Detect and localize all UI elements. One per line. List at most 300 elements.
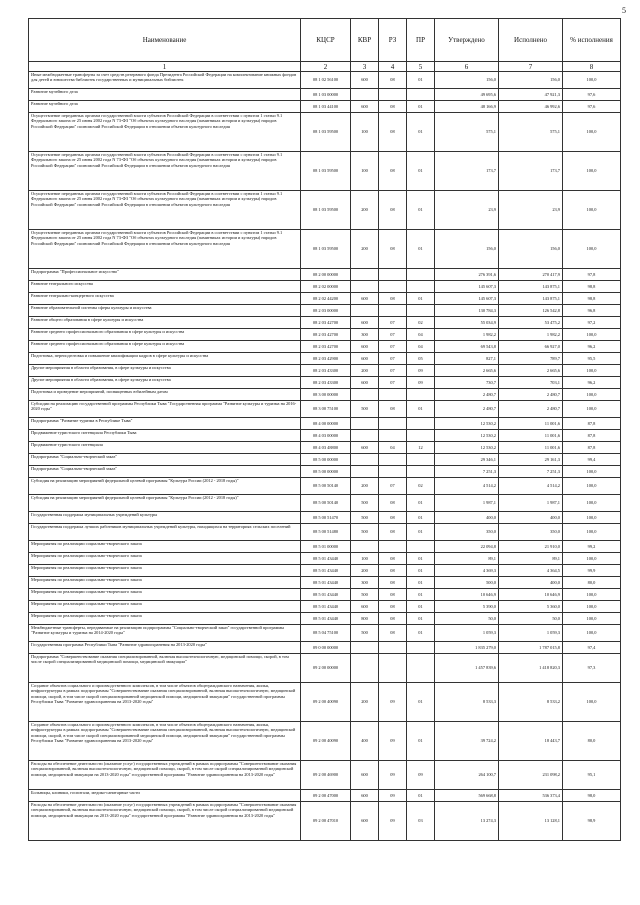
row-rz: 09 — [379, 790, 407, 802]
row-percent: 100,0 — [563, 329, 621, 341]
row-rz — [379, 89, 407, 101]
row-percent: 80,0 — [563, 577, 621, 589]
row-approved: 2 665,6 — [435, 365, 499, 377]
row-approved: 12 530,2 — [435, 418, 499, 430]
row-percent: 97,6 — [563, 89, 621, 101]
row-name: Государственная поддержка лучших работников муниципальных учреждений культуры, находящихся на территориях сельских поселений — [29, 524, 301, 541]
row-kvr — [351, 466, 379, 478]
row-name: Подпрограмма "Социально-творческий заказ" — [29, 454, 301, 466]
row-kvr: 500 — [351, 495, 379, 512]
row-rz: 07 — [379, 341, 407, 353]
table-row — [29, 418, 621, 430]
table-row — [29, 577, 621, 589]
row-kvr — [351, 418, 379, 430]
row-kvr — [351, 654, 379, 683]
row-rz: 07 — [379, 365, 407, 377]
row-executed: 143 875,1 — [499, 293, 563, 305]
row-pr: 01 — [407, 230, 435, 269]
row-kvr — [351, 305, 379, 317]
row-rz — [379, 541, 407, 553]
row-kcsr: 08 5 00 51470 — [301, 512, 351, 524]
row-kcsr: 08 5 00 51480 — [301, 524, 351, 541]
column-number: 7 — [499, 62, 563, 72]
row-rz: 09 — [379, 802, 407, 841]
row-approved: 145 607,3 — [435, 293, 499, 305]
row-percent: 96,2 — [563, 377, 621, 389]
table-row — [29, 329, 621, 341]
row-kvr: 400 — [351, 722, 379, 761]
row-kvr — [351, 642, 379, 654]
row-rz: 08 — [379, 152, 407, 191]
row-approved: 22 094,8 — [435, 541, 499, 553]
row-executed: 350,0 — [499, 524, 563, 541]
row-name: Мероприятия по реализации социально-творческого заказа — [29, 541, 301, 553]
row-kcsr: 08 4 03 00000 — [301, 430, 351, 442]
row-kcsr: 08 5 00 00000 — [301, 466, 351, 478]
row-pr: 01 — [407, 577, 435, 589]
row-pr: 01 — [407, 553, 435, 565]
row-pr — [407, 281, 435, 293]
row-pr — [407, 541, 435, 553]
row-name: Больницы, клиники, госпитали, медико-санитарные части — [29, 790, 301, 802]
row-kcsr: 09 2 00 47000 — [301, 790, 351, 802]
table-row — [29, 565, 621, 577]
row-rz: 07 — [379, 478, 407, 495]
row-rz: 07 — [379, 377, 407, 389]
row-kcsr: 08 1 03 59500 — [301, 191, 351, 230]
row-executed: 1 982,2 — [499, 329, 563, 341]
header-kcsr: КЦСР — [301, 19, 351, 62]
header-percent: % исполнения — [563, 19, 621, 62]
row-kvr: 600 — [351, 353, 379, 365]
row-executed: 4 364,5 — [499, 565, 563, 577]
column-number: 6 — [435, 62, 499, 72]
row-percent: 99,2 — [563, 541, 621, 553]
row-name: Развитие образовательной системы сферы культуры и искусства — [29, 305, 301, 317]
row-kvr: 200 — [351, 191, 379, 230]
table-row — [29, 89, 621, 101]
table-row — [29, 317, 621, 329]
row-name: Развитие среднего профессионального образования в сфере культуры и искусства — [29, 329, 301, 341]
row-kvr: 600 — [351, 317, 379, 329]
row-kcsr: 08 5 01 43440 — [301, 565, 351, 577]
table-body — [29, 72, 621, 841]
table-row — [29, 553, 621, 565]
row-kcsr: 08 5 01 00000 — [301, 541, 351, 553]
row-approved: 12 530,2 — [435, 430, 499, 442]
row-approved: 50,0 — [435, 613, 499, 625]
row-executed: 53 475,2 — [499, 317, 563, 329]
row-name: Мероприятия по реализации социально-творческого заказа — [29, 601, 301, 613]
row-approved: 500,0 — [435, 577, 499, 589]
row-name: Осуществление переданных органам государственной власти субъектов Российской Федерации в соответствии с пунктом 1 статьи 9.1 Федерального закона от 25 июня 2002 года N 73-ФЗ "Об объектах культурного наследия (памятниках истории и культуры) народов Российской Федерации" полномочий Российской Федерации в отношении объектов культурного наследия — [29, 113, 301, 152]
row-approved: 264 100,7 — [435, 761, 499, 790]
row-pr: 02 — [407, 478, 435, 495]
row-percent: 100,0 — [563, 191, 621, 230]
column-number: 4 — [379, 62, 407, 72]
table-row — [29, 613, 621, 625]
row-kcsr: 08 2 03 42900 — [301, 353, 351, 365]
row-executed: 400,0 — [499, 577, 563, 589]
row-approved: 2 480,7 — [435, 401, 499, 418]
row-rz: 08 — [379, 293, 407, 305]
row-percent: 100,0 — [563, 613, 621, 625]
table-row — [29, 113, 621, 152]
row-name: Развитие среднего профессионального образования в сфере культуры и искусства — [29, 341, 301, 353]
row-executed: 47 921,3 — [499, 89, 563, 101]
row-percent: 100,0 — [563, 389, 621, 401]
row-rz: 07 — [379, 329, 407, 341]
row-name: Развитие театрально-концертного искусства — [29, 293, 301, 305]
row-pr — [407, 269, 435, 281]
row-executed: 10 646,9 — [499, 589, 563, 601]
row-rz — [379, 281, 407, 293]
row-kvr: 600 — [351, 72, 379, 89]
row-percent: 100,0 — [563, 625, 621, 642]
row-kvr — [351, 430, 379, 442]
row-percent: 99,4 — [563, 454, 621, 466]
row-kvr: 200 — [351, 230, 379, 269]
row-rz — [379, 654, 407, 683]
row-pr: 09 — [407, 365, 435, 377]
row-executed: 8 533,2 — [499, 683, 563, 722]
row-approved: 156,0 — [435, 72, 499, 89]
row-kcsr: 08 1 02 56100 — [301, 72, 351, 89]
header-executed: Исполнено — [499, 19, 563, 62]
row-pr — [407, 305, 435, 317]
row-name: Межбюджетные трансферты, передаваемые на реализацию подпрограммы "Социально-творческий заказ" государственной программы "Развитие культуры и туризма на 2014-2020 годы" — [29, 625, 301, 642]
column-number: 2 — [301, 62, 351, 72]
row-name: Расходы на обеспечение деятельности (оказание услуг) государственных учреждений в рамках подпрограммы "Совершенствование оказания специализированной, включая высокотехнологичную, медицинской помощи, скорой, в том числе скорой специализированной медицинской помощи, медицинской эвакуации на 2013-2020 годы" государственной программы "Развитие здравоохранения на 2013-2020 годы" — [29, 802, 301, 841]
row-percent: 97,6 — [563, 101, 621, 113]
row-approved: 39 724,2 — [435, 722, 499, 761]
row-name: Расходы на обеспечение деятельности (оказание услуг) государственных учреждений в рамках подпрограммы "Совершенствование оказания специализированной, включая высокотехнологичную, медицинской помощи, скорой, в том числе скорой специализированной медицинской помощи, медицинской эвакуации на 2013-2020 годы" государственной программы "Развитие здравоохранения на 2013-2020 годы" — [29, 761, 301, 790]
column-number: 5 — [407, 62, 435, 72]
row-executed: 2 480,7 — [499, 401, 563, 418]
row-executed: 29 161,3 — [499, 454, 563, 466]
row-name: Развитие музейного дела — [29, 101, 301, 113]
row-kcsr: 08 5 01 43440 — [301, 613, 351, 625]
row-executed: 703,1 — [499, 377, 563, 389]
row-kcsr: 08 4 03 48800 — [301, 442, 351, 454]
row-pr: 01 — [407, 790, 435, 802]
row-rz: 08 — [379, 230, 407, 269]
row-percent: 100,0 — [563, 466, 621, 478]
row-name: Мероприятия по реализации социально-творческого заказа — [29, 589, 301, 601]
row-name: Субсидия на реализацию мероприятий федеральной целевой программы "Культура России (2012 - 2018 годы)" — [29, 478, 301, 495]
row-name: Продвижение туристского потенциала Республики Тыва — [29, 430, 301, 442]
header-kvr: КВР — [351, 19, 379, 62]
row-percent: 97,3 — [563, 654, 621, 683]
row-approved: 4 369,3 — [435, 565, 499, 577]
row-name: Субсидия на реализацию мероприятий федеральной целевой программы "Культура России (2012 - 2018 годы)" — [29, 495, 301, 512]
row-kvr: 600 — [351, 442, 379, 454]
table-row — [29, 191, 621, 230]
row-executed: 270 417,9 — [499, 269, 563, 281]
row-kcsr: 08 2 00 00000 — [301, 269, 351, 281]
row-executed: 18 443,7 — [499, 722, 563, 761]
row-executed: 7 251,3 — [499, 466, 563, 478]
row-kvr: 300 — [351, 577, 379, 589]
row-name: Осуществление переданных органам государственной власти субъектов Российской Федерации в соответствии с пунктом 1 статьи 9.1 Федерального закона от 25 июня 2002 года N 73-ФЗ "Об объектах культурного наследия (памятниках истории и культуры) народов Российской Федерации" полномочий Российской Федерации в отношении объектов культурного наследия — [29, 191, 301, 230]
row-executed: 46 992,6 — [499, 101, 563, 113]
row-executed: 143 875,1 — [499, 281, 563, 293]
row-pr: 01 — [407, 113, 435, 152]
row-approved: 89,1 — [435, 553, 499, 565]
row-kvr: 800 — [351, 613, 379, 625]
row-percent: 98,8 — [563, 293, 621, 305]
row-approved: 2 480,7 — [435, 389, 499, 401]
row-rz: 08 — [379, 524, 407, 541]
header-approved: Утверждено — [435, 19, 499, 62]
table-row — [29, 512, 621, 524]
row-approved: 1 835 279,0 — [435, 642, 499, 654]
row-kvr — [351, 269, 379, 281]
table-row — [29, 401, 621, 418]
row-approved: 12 530,2 — [435, 442, 499, 454]
row-kvr: 600 — [351, 601, 379, 613]
row-percent: 100,0 — [563, 152, 621, 191]
row-kcsr: 09 0 00 00000 — [301, 642, 351, 654]
row-percent: 87,8 — [563, 418, 621, 430]
row-kvr: 600 — [351, 341, 379, 353]
row-executed: 1 418 820,3 — [499, 654, 563, 683]
table-row — [29, 466, 621, 478]
row-name: Подпрограмма "Профессиональное искусство" — [29, 269, 301, 281]
row-approved: 130 784,3 — [435, 305, 499, 317]
row-name: Подготовка и проведение мероприятий, посвященных юбилейным датам — [29, 389, 301, 401]
row-executed: 1 059,3 — [499, 625, 563, 642]
row-name: Мероприятия по реализации социально-творческого заказа — [29, 565, 301, 577]
row-kvr: 100 — [351, 553, 379, 565]
row-rz: 08 — [379, 589, 407, 601]
row-rz — [379, 642, 407, 654]
row-executed: 400,0 — [499, 512, 563, 524]
row-kcsr: 08 5 04 75100 — [301, 625, 351, 642]
row-executed: 11 001,6 — [499, 418, 563, 430]
row-name: Государственная программа Республики Тыва "Развитие здравоохранения на 2013-2020 годы" — [29, 642, 301, 654]
row-executed: 23,9 — [499, 191, 563, 230]
row-kcsr: 08 2 03 00000 — [301, 305, 351, 317]
row-percent: 95,5 — [563, 353, 621, 365]
row-name: Осуществление переданных органам государственной власти субъектов Российской Федерации в соответствии с пунктом 1 статьи 9.1 Федерального закона от 25 июня 2002 года N 73-ФЗ "Об объектах культурного наследия (памятниках истории и культуры) народов Российской Федерации" полномочий Российской Федерации в отношении объектов культурного наследия — [29, 152, 301, 191]
row-name: Иные межбюджетные трансферты за счет средств резервного фонда Президента Российской Федерации на комплектование книжных фондов для детей и юношества библиотек государственных и муниципальных библиотек — [29, 72, 301, 89]
row-kcsr: 08 1 03 59500 — [301, 113, 351, 152]
row-approved: 350,0 — [435, 524, 499, 541]
row-rz — [379, 269, 407, 281]
row-executed: 231 098,2 — [499, 761, 563, 790]
table-row — [29, 495, 621, 512]
row-name: Мероприятия по реализации социально-творческого заказа — [29, 553, 301, 565]
row-rz: 08 — [379, 553, 407, 565]
row-executed: 13 128,1 — [499, 802, 563, 841]
row-kcsr: 08 5 01 43440 — [301, 553, 351, 565]
row-percent: 100,0 — [563, 601, 621, 613]
row-kvr: 500 — [351, 401, 379, 418]
row-kvr: 200 — [351, 565, 379, 577]
row-percent: 100,0 — [563, 401, 621, 418]
row-kvr: 100 — [351, 152, 379, 191]
table-row — [29, 541, 621, 553]
row-percent: 97,2 — [563, 317, 621, 329]
row-kcsr: 08 5 01 43440 — [301, 589, 351, 601]
table-row — [29, 625, 621, 642]
row-name: Подпрограмма "Развитие туризма в Республике Тыва" — [29, 418, 301, 430]
table-row — [29, 365, 621, 377]
row-percent: 97,4 — [563, 642, 621, 654]
row-executed: 2 665,6 — [499, 365, 563, 377]
column-number-row — [29, 62, 621, 72]
row-pr — [407, 418, 435, 430]
row-kvr: 500 — [351, 512, 379, 524]
row-kvr: 500 — [351, 625, 379, 642]
row-name: Государственная поддержка муниципальных учреждений культуры — [29, 512, 301, 524]
row-approved: 1 982,2 — [435, 329, 499, 341]
row-approved: 1 059,3 — [435, 625, 499, 642]
column-number: 1 — [29, 62, 301, 72]
row-kvr: 500 — [351, 524, 379, 541]
row-approved: 173,7 — [435, 152, 499, 191]
row-rz: 07 — [379, 353, 407, 365]
table-row — [29, 524, 621, 541]
row-executed: 1 987,1 — [499, 495, 563, 512]
row-percent: 100,0 — [563, 683, 621, 722]
row-approved: 10 646,9 — [435, 589, 499, 601]
row-rz: 08 — [379, 72, 407, 89]
row-percent: 100,0 — [563, 524, 621, 541]
row-executed: 156,0 — [499, 72, 563, 89]
row-kvr — [351, 281, 379, 293]
row-kvr: 600 — [351, 293, 379, 305]
row-percent: 95,1 — [563, 761, 621, 790]
row-executed: 173,7 — [499, 152, 563, 191]
row-kvr — [351, 541, 379, 553]
row-executed: 2 480,7 — [499, 389, 563, 401]
row-approved: 145 607,3 — [435, 281, 499, 293]
row-name: Подпрограмма "Совершенствование оказания специализированной, включая высокотехнологичную, медицинской помощи, скорой, в том числе скорой специализированной медицинской помощи, медицинской эвакуации" — [29, 654, 301, 683]
table-row — [29, 601, 621, 613]
row-kcsr: 08 4 00 00000 — [301, 418, 351, 430]
row-rz: 08 — [379, 113, 407, 152]
row-percent: 100,0 — [563, 512, 621, 524]
row-executed: 50,0 — [499, 613, 563, 625]
row-approved: 55 034,9 — [435, 317, 499, 329]
row-kcsr: 08 5 01 43440 — [301, 577, 351, 589]
row-rz — [379, 389, 407, 401]
row-percent: 87,8 — [563, 430, 621, 442]
table-row — [29, 642, 621, 654]
row-kvr: 600 — [351, 790, 379, 802]
row-kcsr: 09 2 00 40090 — [301, 683, 351, 722]
row-rz: 08 — [379, 401, 407, 418]
row-pr: 01 — [407, 72, 435, 89]
row-pr: 04 — [407, 329, 435, 341]
row-approved: 5 390,0 — [435, 601, 499, 613]
table-row — [29, 353, 621, 365]
row-percent: 97,8 — [563, 269, 621, 281]
row-executed: 66 927,0 — [499, 341, 563, 353]
row-pr: 01 — [407, 683, 435, 722]
row-approved: 8 533,3 — [435, 683, 499, 722]
row-executed: 156,0 — [499, 230, 563, 269]
row-kcsr: 08 1 03 59500 — [301, 230, 351, 269]
row-approved: 156,0 — [435, 230, 499, 269]
table-row — [29, 72, 621, 89]
row-kvr: 200 — [351, 365, 379, 377]
table-row — [29, 281, 621, 293]
row-kcsr: 09 2 00 00000 — [301, 654, 351, 683]
table-row — [29, 305, 621, 317]
row-rz: 08 — [379, 577, 407, 589]
row-approved: 13 274,3 — [435, 802, 499, 841]
row-name: Субсидии на реализацию государственной программы Республики Тыва "Государственная программа "Развитие культуры и туризма на 2016-2020 годы" — [29, 401, 301, 418]
row-rz — [379, 430, 407, 442]
table-row — [29, 269, 621, 281]
row-executed: 11 001,6 — [499, 442, 563, 454]
row-pr: 01 — [407, 722, 435, 761]
table-row — [29, 430, 621, 442]
row-kcsr: 08 1 03 44100 — [301, 101, 351, 113]
row-kcsr: 08 3 00 75100 — [301, 401, 351, 418]
row-kcsr: 08 2 03 42700 — [301, 329, 351, 341]
row-name: Осуществление переданных органам государственной власти субъектов Российской Федерации в соответствии с пунктом 1 статьи 9.1 Федерального закона от 25 июня 2002 года N 73-ФЗ "Об объектах культурного наследия (памятниках истории и культуры) народов Российской Федерации" полномочий Российской Федерации в отношении объектов культурного наследия — [29, 230, 301, 269]
row-pr: 01 — [407, 512, 435, 524]
row-name: Развитие общего образования в сфере культуры и искусства — [29, 317, 301, 329]
row-kcsr: 08 2 02 00000 — [301, 281, 351, 293]
row-name: Мероприятия по реализации социально-творческого заказа — [29, 577, 301, 589]
row-pr: 03 — [407, 802, 435, 841]
row-rz: 08 — [379, 625, 407, 642]
row-kvr: 500 — [351, 589, 379, 601]
row-rz: 07 — [379, 317, 407, 329]
row-pr — [407, 654, 435, 683]
row-rz: 08 — [379, 495, 407, 512]
row-kcsr: 09 2 00 46900 — [301, 761, 351, 790]
row-approved: 7 251,3 — [435, 466, 499, 478]
row-percent: 100,0 — [563, 365, 621, 377]
row-pr: 01 — [407, 101, 435, 113]
row-kcsr: 08 1 03 59500 — [301, 152, 351, 191]
row-executed: 1 787 015,8 — [499, 642, 563, 654]
table-row — [29, 478, 621, 495]
row-name: Создание объектов социального и производственного комплексов, в том числе объектов общегражданского назначения, жилья, инфраструктуры в рамках подпрограммы "Совершенствование оказания специализированной, включая высокотехнологичную, медицинской помощи, скорой, в том числе скорой специализированной медицинской помощи, медицинской эвакуации" государственной программы Республики Тыва "Развитие здравоохранения на 2013-2020 годы" — [29, 683, 301, 722]
row-executed: 536 373,4 — [499, 790, 563, 802]
table-row — [29, 802, 621, 841]
table-row — [29, 790, 621, 802]
row-pr: 01 — [407, 495, 435, 512]
row-rz: 04 — [379, 442, 407, 454]
table-row — [29, 589, 621, 601]
row-rz: 08 — [379, 565, 407, 577]
row-rz: 08 — [379, 613, 407, 625]
row-executed: 11 001,6 — [499, 430, 563, 442]
row-rz — [379, 418, 407, 430]
row-kcsr: 08 2 03 43300 — [301, 365, 351, 377]
row-kcsr: 08 5 00 00000 — [301, 454, 351, 466]
row-kvr: 300 — [351, 329, 379, 341]
row-rz: 08 — [379, 191, 407, 230]
row-approved: 575,1 — [435, 113, 499, 152]
row-pr: 05 — [407, 353, 435, 365]
row-kcsr: 08 2 02 44200 — [301, 293, 351, 305]
row-pr: 12 — [407, 442, 435, 454]
row-kcsr: 08 2 03 42700 — [301, 317, 351, 329]
row-approved: 276 391,6 — [435, 269, 499, 281]
row-percent: 98,9 — [563, 802, 621, 841]
row-rz: 08 — [379, 101, 407, 113]
table-row — [29, 389, 621, 401]
row-name: Развитие театрального искусства — [29, 281, 301, 293]
